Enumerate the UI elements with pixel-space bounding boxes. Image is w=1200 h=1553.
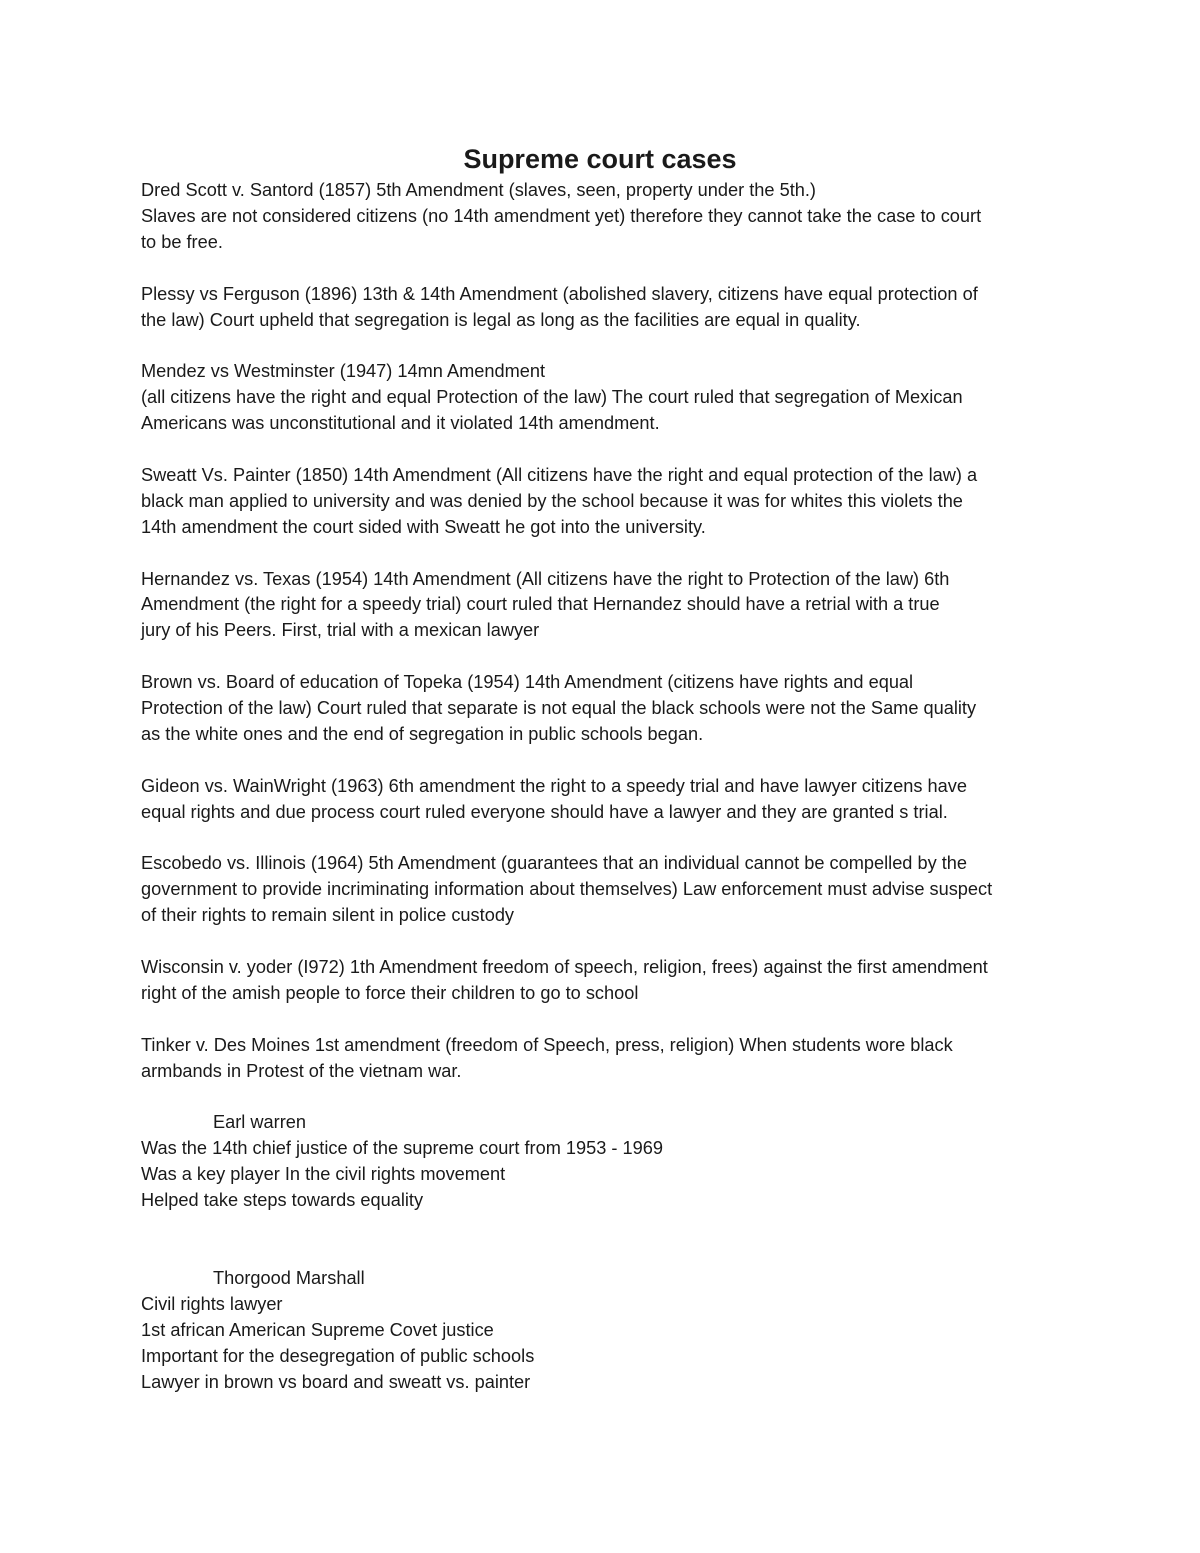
- case-line: right of the amish people to force their children to go to school: [141, 982, 639, 1003]
- case-line: government to provide incriminating information about themselves) Law enforcement must advise suspect: [141, 879, 993, 900]
- person-earl-warren: [141, 1110, 1071, 1214]
- case-tinker: [141, 1033, 1071, 1085]
- case-line: Wisconsin v. yoder (I972) 1th Amendment freedom of speech, religion, frees) against the first amendment: [141, 957, 988, 978]
- case-line: Tinker v. Des Moines 1st amendment (freedom of Speech, press, religion) When students wore black: [141, 1034, 953, 1055]
- page-title: Supreme court cases: [463, 144, 737, 174]
- person-fact: Important for the desegregation of public schools: [141, 1345, 535, 1366]
- case-line: the law) Court upheld that segregation is legal as long as the facilities are equal in quality.: [141, 309, 861, 330]
- case-line: Brown vs. Board of education of Topeka (1954) 14th Amendment (citizens have rights and equal: [141, 672, 914, 693]
- case-line: Americans was unconstitutional and it violated 14th amendment.: [141, 413, 660, 434]
- case-mendez: [141, 359, 1071, 437]
- spacer: [141, 1240, 1071, 1266]
- case-wisconsin: [141, 955, 1071, 1007]
- case-line: of their rights to remain silent in police custody: [141, 905, 515, 926]
- person-fact: Was the 14th chief justice of the supreme court from 1953 - 1969: [141, 1138, 663, 1159]
- case-line: 14th amendment the court sided with Sweatt he got into the university.: [141, 516, 706, 537]
- case-hernandez: [141, 567, 1071, 645]
- person-thorgood-marshall: [141, 1266, 1071, 1396]
- case-line: jury of his Peers. First, trial with a mexican lawyer: [141, 620, 540, 641]
- case-gideon: [141, 774, 1071, 826]
- person-fact: Lawyer in brown vs board and sweatt vs. painter: [141, 1371, 531, 1392]
- case-escobedo: [141, 851, 1071, 929]
- person-fact: Helped take steps towards equality: [141, 1190, 424, 1211]
- person-fact: Was a key player In the civil rights movement: [141, 1164, 506, 1185]
- case-line: black man applied to university and was denied by the school because it was for whites this violets the: [141, 490, 963, 511]
- case-dred-scott: [141, 178, 1071, 256]
- case-line: Protection of the law) Court ruled that separate is not equal the black schools were not the Same quality: [141, 698, 977, 719]
- case-line: to be free.: [141, 231, 223, 252]
- case-line: Amendment (the right for a speedy trial) court ruled that Hernandez should have a retrial with a true: [141, 594, 940, 615]
- case-line: Gideon vs. WainWright (1963) 6th amendment the right to a speedy trial and have lawyer citizens have: [141, 775, 967, 796]
- person-name: Earl warren: [213, 1112, 306, 1133]
- case-line: equal rights and due process court ruled everyone should have a lawyer and they are granted s trial.: [141, 801, 948, 822]
- case-brown: [141, 670, 1071, 748]
- case-plessy: [141, 282, 1071, 334]
- person-fact: Civil rights lawyer: [141, 1293, 283, 1314]
- case-sweatt: [141, 463, 1071, 541]
- case-line: Hernandez vs. Texas (1954) 14th Amendment (All citizens have the right to Protection of the law) 6th: [141, 568, 950, 589]
- case-line: Slaves are not considered citizens (no 14th amendment yet) therefore they cannot take the case to court: [141, 205, 982, 226]
- case-line: Dred Scott v. Santord (1857) 5th Amendment (slaves, seen, property under the 5th.): [141, 180, 816, 200]
- case-line: as the white ones and the end of segregation in public schools began.: [141, 723, 704, 744]
- case-line: (all citizens have the right and equal Protection of the law) The court ruled that segregation of Mexican: [141, 387, 963, 408]
- person-fact: 1st african American Supreme Covet justice: [141, 1319, 494, 1340]
- person-name: Thorgood Marshall: [213, 1267, 365, 1288]
- document-body: [141, 178, 1071, 1421]
- case-line: Plessy vs Ferguson (1896) 13th & 14th Amendment (abolished slavery, citizens have equal protection of: [141, 283, 978, 304]
- case-line: Escobedo vs. Illinois (1964) 5th Amendment (guarantees that an individual cannot be compelled by the: [141, 853, 968, 874]
- case-line: armbands in Protest of the vietnam war.: [141, 1060, 462, 1081]
- case-line: Sweatt Vs. Painter (1850) 14th Amendment (All citizens have the right and equal protection of the law) a: [141, 464, 978, 485]
- case-line: Mendez vs Westminster (1947) 14mn Amendment: [141, 361, 546, 382]
